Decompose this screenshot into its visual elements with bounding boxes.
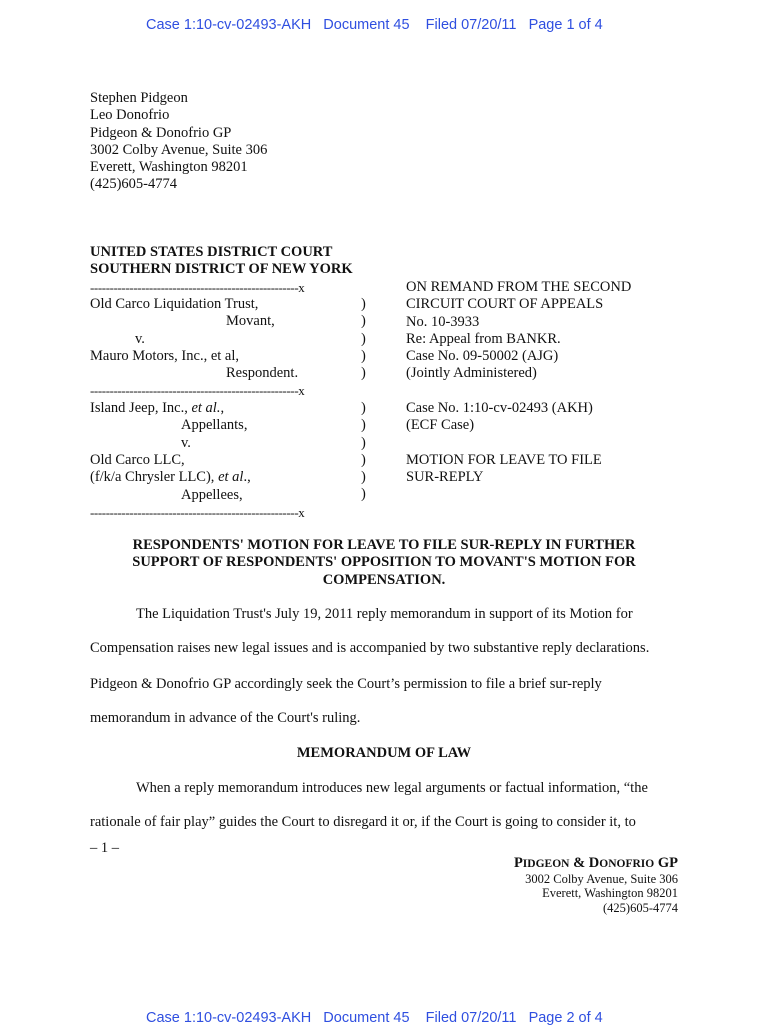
et-al: et al	[218, 469, 244, 485]
footer-address: 3002 Colby Avenue, Suite 306	[525, 871, 678, 886]
party-appellants-name: Island Jeep, Inc.,	[90, 400, 192, 416]
attorney-block	[90, 90, 267, 194]
page-number: – 1 –	[90, 840, 119, 856]
case-number-block: Case No. 1:10-cv-02493 (AKH) (ECF Case)	[406, 400, 593, 434]
paragraph-line: memorandum in advance of the Court's ruling.	[90, 710, 361, 726]
party-role-appellants: Appellants,	[181, 417, 248, 433]
party-role-respondent: Respondent.	[226, 365, 299, 381]
court-line-1: UNITED STATES DISTRICT COURT	[90, 244, 333, 260]
footer-phone: (425)605-4774	[603, 900, 678, 915]
document-title: RESPONDENTS' MOTION FOR LEAVE TO FILE SUR-REPLY IN FURTHER SUPPORT OF RESPONDENTS' OPPOSITION TO MOVANT'S MOTION FOR COMPENSATION.	[132, 537, 636, 588]
paragraph-line: When a reply memorandum introduces new legal arguments or factual information, “the	[136, 780, 648, 796]
party-movant: Old Carco Liquidation Trust,	[90, 296, 259, 312]
section-heading: MEMORANDUM OF LAW	[296, 745, 472, 761]
firm-street: 3002 Colby Avenue, Suite 306	[90, 141, 268, 158]
attorney-name: Leo Donofrio	[90, 107, 170, 124]
firm-city: Everett, Washington 98201	[90, 159, 248, 176]
paragraph-line: Compensation raises new legal issues and is accompanied by two substantive reply declarations.	[90, 640, 650, 656]
paragraph-line: rationale of fair play” guides the Court to disregard it or, if the Court is going to consider it, to	[90, 814, 636, 830]
ecf-header-bottom: Case 1:10-cv-02493-AKH Document 45 Filed 07/20/11 Page 2 of 4	[146, 1010, 603, 1026]
footer-firm-name: PIDGEON & DONOFRIO GP	[513, 855, 678, 871]
court-name	[90, 244, 353, 279]
court-line-2: SOUTHERN DISTRICT OF NEW YORK	[90, 261, 353, 278]
attorney-name: Stephen Pidgeon	[90, 90, 188, 106]
footer-city: Everett, Washington 98201	[542, 886, 678, 900]
party-role-appellees: Appellees,	[181, 487, 243, 503]
caption-divider: -----------------------------------------------------x	[90, 280, 305, 295]
versus-label: v.	[135, 331, 145, 347]
party-appellees-fka: (f/k/a Chrysler LLC), et al.,	[90, 469, 251, 485]
firm-phone: (425)605-4774	[90, 176, 177, 193]
remand-block: ON REMAND FROM THE SECOND CIRCUIT COURT OF APPEALS No. 10-3933 Re: Appeal from BANKR. Case No. 09-50002 (AJG) (Jointly Administered)	[406, 279, 632, 382]
party-appellants: Island Jeep, Inc., et al.,	[90, 400, 225, 416]
paragraph-line: The Liquidation Trust's July 19, 2011 reply memorandum in support of its Motion for	[136, 606, 633, 622]
motion-label: MOTION FOR LEAVE TO FILE SUR-REPLY	[406, 452, 602, 486]
caption-divider: -----------------------------------------------------x	[90, 505, 305, 520]
party-role-movant: Movant,	[226, 313, 275, 329]
paragraph-line: Pidgeon & Donofrio GP accordingly seek the Court’s permission to file a brief sur-reply	[90, 676, 602, 692]
et-al: et al.	[191, 400, 221, 416]
party-respondent: Mauro Motors, Inc., et al,	[90, 348, 239, 364]
versus-label: v.	[181, 435, 191, 451]
caption-divider: -----------------------------------------------------x	[90, 383, 305, 398]
caption-paren-column: ) ) ) ) )	[361, 296, 366, 382]
firm-name: Pidgeon & Donofrio GP	[90, 124, 232, 141]
caption-paren-column: ) ) ) ) ) )	[361, 400, 366, 503]
footer-firm-block	[514, 856, 678, 915]
party-appellees: Old Carco LLC,	[90, 452, 185, 468]
ecf-header-top: Case 1:10-cv-02493-AKH Document 45 Filed 07/20/11 Page 1 of 4	[146, 17, 603, 33]
